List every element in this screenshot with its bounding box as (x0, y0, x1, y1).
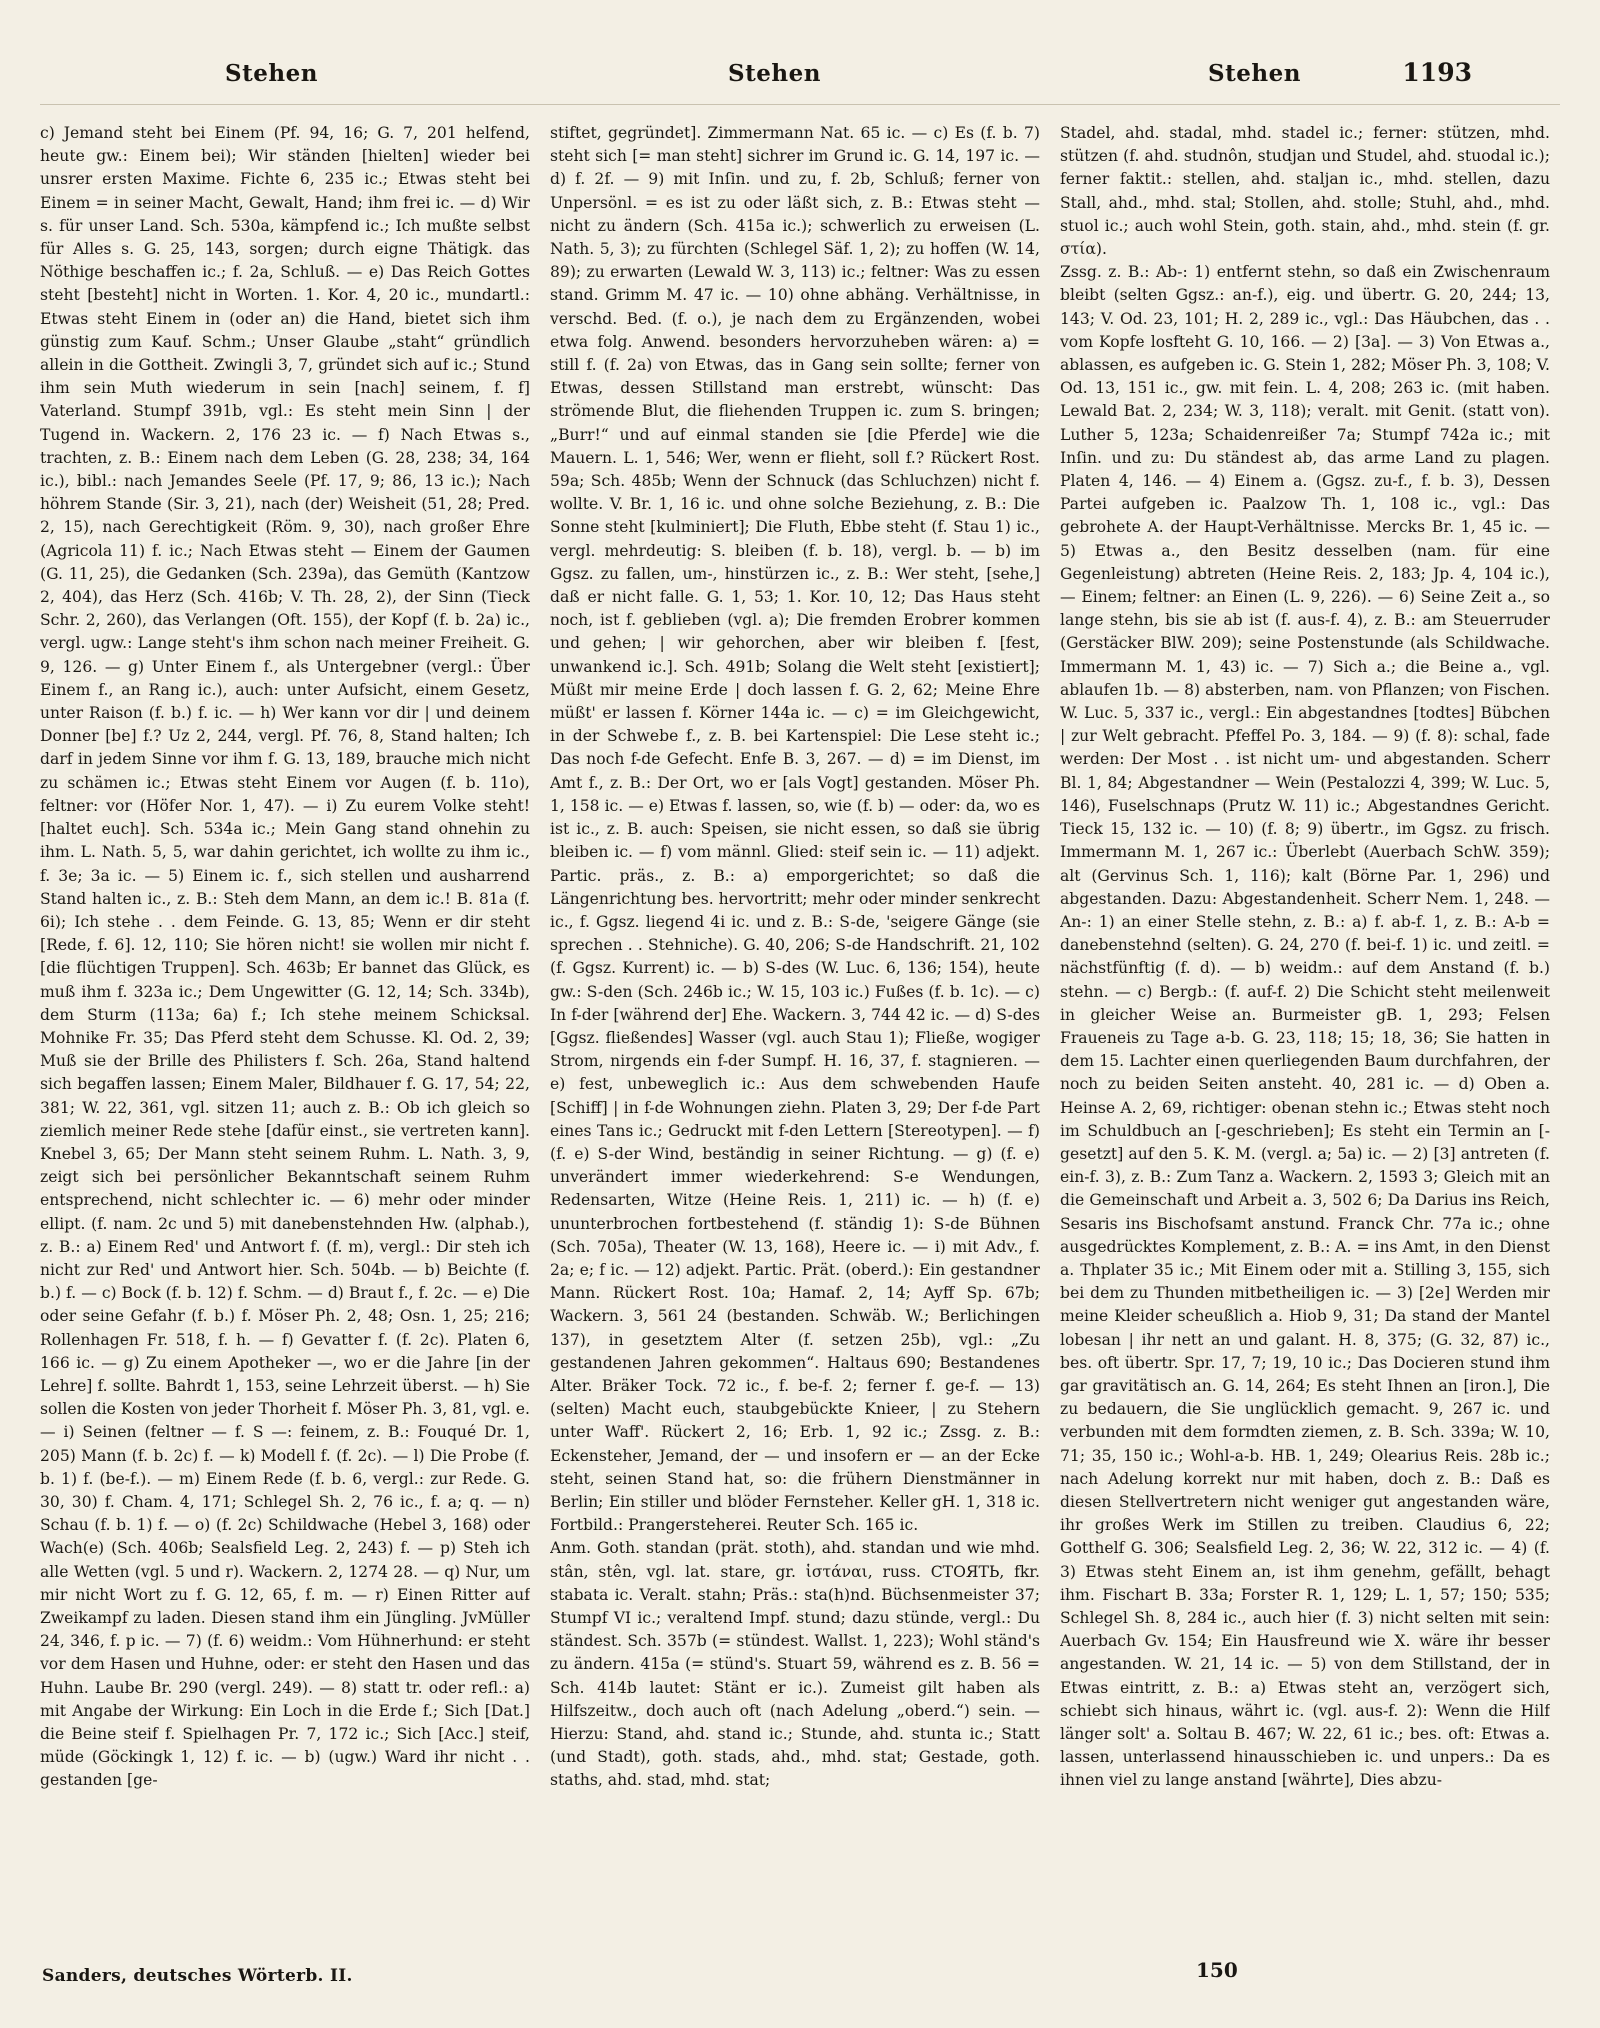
running-head-left: Stehen (225, 60, 318, 87)
column-2 (550, 122, 1040, 1940)
running-head-right: Stehen (1208, 60, 1301, 87)
page-number: 1193 (1402, 58, 1472, 87)
column-3 (1060, 122, 1550, 1940)
sheet-signature: 150 (1196, 1958, 1238, 1982)
running-head-center: Stehen (728, 60, 821, 87)
page-header (0, 60, 1600, 100)
column-1 (40, 122, 530, 1940)
footer-source: Sanders, deutsches Wörterb. II. (42, 1966, 353, 1986)
column-1-text: c) Jemand steht bei Einem (Pf. 94, 16; G. 7, 201 helfend, heute gw.: Einem bei); Wir ständen [hielten] wieder bei unsrer ersten Maxime. Fichte 6, 235 ic.; Etwas steht bei Einem = in seiner Macht, Gewalt, Hand; ihm frei ic. — d) Wir s. für unser Land. Sch. 530a, kämpfend ic.; Ich mußte selbst für Alles s. G. 25, 143, sorgen; durch eigne Thätigk. das Nöthige beschaffen ic.; f. 2a, Schluß. — e) Das Reich Gottes steht [besteht] nicht in Worten. 1. Kor. 4, 20 ic., mundartl.: Etwas steht Einem in (oder an) die Hand, bietet sich ihm günstig zum Kauf. Schm.; Unser Glaube „staht“ gründlich allein in die Gottheit. Zwingli 3, 7, gründet sich auf ic.; Stund ihm sein Muth wiederum in sein [nach] seinem, f. f] Vaterland. Stumpf 391b, vgl.: Es steht mein Sinn | der Tugend in. Wackern. 2, 176 23 ic. — f) Nach Etwas s., trachten, z. B.: Einem nach dem Leben (G. 28, 238; 34, 164 ic.), bibl.: nach Jemandes Seele (Pf. 17, 9; 86, 13 ic.); Nach höhrem Stande (Sir. 3, 21), nach (der) Weisheit (51, 28; Pred. 2, 15), nach Gerechtigkeit (Röm. 9, 30), nach großer Ehre (Agricola 11) f. ic.; Nach Etwas steht — Einem der Gaumen (G. 11, 25), die Gedanken (Sch. 239a), das Gemüth (Kantzow 2, 404), das Herz (Sch. 416b; V. Th. 28, 2), der Sinn (Tieck Schr. 2, 260), das Verlangen (Oft. 155), der Kopf (f. b. 2a) ic., vergl. ugw.: Lange steht's ihm schon nach meiner Freiheit. G. 9, 126. — g) Unter Einem f., als Untergebner (vergl.: Über Einem f., an Rang ic.), auch: unter Aufsicht, einem Gesetz, unter Raison (f. b.) f. ic. — h) Wer kann vor dir | und deinem Donner [be] f.? Uz 2, 244, vergl. Pf. 76, 8, Stand halten; Ich darf in jedem Sinne vor ihm f. G. 13, 189, brauche mich nicht zu schämen ic.; Etwas steht Einem vor Augen (f. b. 11o), feltner: vor (Höfer Nor. 1, 47). — i) Zu eurem Volke steht! [haltet euch]. Sch. 534a ic.; Mein Gang stand ohnehin zu ihm. L. Nath. 5, 5, war dahin gerichtet, ich wollte zu ihm ic., f. 3e; 3a ic. — 5) Einem ic. f., sich stellen und ausharrend Stand halten ic., z. B.: Steh dem Mann, an dem ic.! B. 81a (f. 6i); Ich stehe . . dem Feinde. G. 13, 85; Wenn er dir steht [Rede, f. 6]. 12, 110; Sie hören nicht! sie wollen mir nicht f. [die flüchtigen Truppen]. Sch. 463b; Er bannet das Glück, es muß ihm f. 323a ic.; Dem Ungewitter (G. 12, 14; Sch. 334b), dem Sturm (113a; 6a) f.; Ich stehe meinem Schicksal. Mohnike Fr. 35; Das Pferd steht dem Schusse. Kl. Od. 2, 39; Muß sie der Brille des Philisters f. Sch. 26a, Stand haltend sich begaffen lassen; Einem Maler, Bildhauer f. G. 17, 54; 22, 381; W. 22, 361, vgl. sitzen 11; auch z. B.: Ob ich gleich so ziemlich meiner Rede stehe [dafür einst., sie vertreten kann]. Knebel 3, 65; Der Mann steht seinem Ruhm. L. Nath. 3, 9, zeigt sich bei persönlicher Bekanntschaft seinem Ruhm entsprechend, nicht schlechter ic. — 6) mehr oder minder ellipt. (f. nam. 2c und 5) mit danebenstehnden Hw. (alphab.), z. B.: a) Einem Red' und Antwort f. (f. m), vergl.: Dir steh ich nicht zur Red' und Antwort hier. Sch. 504b. — b) Beichte (f. b.) f. — c) Bock (f. b. 12) f. Schm. — d) Braut f., f. 2c. — e) Die oder seine Gefahr (f. b.) f. Möser Ph. 2, 48; Osn. 1, 25; 216; Rollenhagen Fr. 518, f. h. — f) Gevatter f. (f. 2c). Platen 6, 166 ic. — g) Zu einem Apotheker —, wo er die Jahre [in der Lehre] f. sollte. Bahrdt 1, 153, seine Lehrzeit überst. — h) Sie sollen die Kosten von jeder Thorheit f. Möser Ph. 3, 81, vgl. e. — i) Seinen (feltner — f. S —: feinem, z. B.: Fouqué Dr. 1, 205) Mann (f. b. 2c) f. — k) Modell f. (f. 2c). — l) Die Probe (f. b. 1) f. (be-f.). — m) Einem Rede (f. b. 6, vergl.: zur Rede. G. 30, 30) f. Cham. 4, 171; Schlegel Sh. 2, 76 ic., f. a; q. — n) Schau (f. b. 1) f. — o) (f. 2c) Schildwache (Hebel 3, 168) oder Wach(e) (Sch. 406b; Sealsfield Leg. 2, 243) f. — p) Steh ich alle Wetten (vgl. 5 und r). Wackern. 2, 1274 28. — q) Nur, um mir nicht Wort zu f. G. 12, 65, f. m. — r) Einen Ritter auf Zweikampf zu laden. Diesen stand ihm ein Jüngling. JvMüller 24, 346, f. p ic. — 7) (f. 6) weidm.: Vom Hühnerhund: er steht vor dem Hasen und Huhne, oder: er steht den Hasen und das Huhn. Laube Br. 290 (vergl. 249). — 8) statt tr. oder refl.: a) mit Angabe der Wirkung: Ein Loch in die Erde f.; Sich [Dat.] die Beine steif f. Spielhagen Pr. 7, 172 ic.; Sich [Acc.] steif, müde (Göckingk 1, 12) f. ic. — b) (ugw.) Ward ihr nicht . . gestanden [ge- (40, 124, 530, 1790)
header-rule (40, 104, 1560, 105)
column-3-text: Stadel, ahd. stadal, mhd. stadel ic.; ferner: stützen, mhd. stützen (f. ahd. studnôn, studjan und Studel, ahd. stuodal ic.); ferner faktit.: stellen, ahd. staljan ic., mhd. stellen, dazu Stall, ahd., mhd. stal; Stollen, ahd. stolle; Stuhl, ahd., mhd. stuol ic.; auch wohl Stein, goth. stain, ahd., mhd. stein (f. gr. στία). Zssg. z. B.: Ab-: 1) entfernt stehn, so daß ein Zwischenraum bleibt (selten Ggsz.: an-f.), eig. und übertr. G. 20, 244; 13, 143; V. Od. 23, 101; H. 2, 289 ic., vgl.: Das Häubchen, das . . vom Kopfe losfteht G. 10, 166. — 2) [3a]. — 3) Von Etwas a., ablassen, es aufgeben ic. G. Stein 1, 282; Möser Ph. 3, 108; V. Od. 13, 151 ic., gw. mit fein. L. 4, 208; 263 ic. (mit haben. Lewald Bat. 2, 234; W. 3, 118); veralt. mit Genit. (statt von). Luther 5, 123a; Schaidenreißer 7a; Stumpf 742a ic.; mit Inſin. und zu: Du ständest ab, das arme Land zu plagen. Platen 4, 146. — 4) Einem a. (Ggsz. zu-f., f. b. 3), Dessen Partei aufgeben ic. Paalzow Th. 1, 108 ic., vgl.: Das gebrohete A. der Haupt-Verhältnisse. Mercks Br. 1, 45 ic. — 5) Etwas a., den Besitz desselben (nam. für eine Gegenleistung) abtreten (Heine Reis. 2, 183; Jp. 4, 104 ic.), — Einem; feltner: an Einen (L. 9, 226). — 6) Seine Zeit a., so lange stehn, bis sie ab ist (f. aus-f. 4), z. B.: am Steuerruder (Gerstäcker BlW. 209); seine Postenstunde (als Schildwache. Immermann M. 1, 43) ic. — 7) Sich a.; die Beine a., vgl. ablaufen 1b. — 8) absterben, nam. von Pflanzen; von Fischen. W. Luc. 5, 337 ic., vergl.: Ein abgestandnes [todtes] Bübchen | zur Welt gebracht. Pfeffel Po. 3, 184. — 9) (f. 8): schal, fade werden: Der Most . . ist nicht um- und abgestanden. Scherr Bl. 1, 84; Abgestandner — Wein (Pestalozzi 4, 399; W. Luc. 5, 146), Fuselschnaps (Prutz W. 11) ic.; Abgestandnes Gericht. Tieck 15, 132 ic. — 10) (f. 8; 9) übertr., im Ggsz. zu frisch. Immermann M. 1, 267 ic.: Überlebt (Auerbach SchW. 359); alt (Gervinus Sch. 1, 116); kalt (Börne Par. 1, 296) und abgestanden. Dazu: Abgestandenheit. Scherr Nem. 1, 248. — An-: 1) an einer Stelle stehn, z. B.: a) f. ab-f. 1, z. B.: A-b = danebenstehnd (selten). G. 24, 270 (f. bei-f. 1) ic. und zeitl. = nächstfünftig (f. d). — b) weidm.: auf dem Anstand (f. b.) stehn. — c) Bergb.: (f. auf-f. 2) Die Schicht steht meilenweit in gleicher Weise an. Burmeister gB. 1, 293; Felsen Fraueneis zu Tage a-b. G. 23, 118; 15; 18, 36; Sie hatten in dem 15. Lachter einen querliegenden Baum durchfahren, der noch zu beiden Seiten ansteht. 40, 281 ic. — d) Oben a. Heinse A. 2, 69, richtiger: obenan stehn ic.; Etwas steht noch im Schuldbuch an [-geschrieben]; Es steht ein Termin an [-gesetzt] auf den 5. K. M. (vergl. a; 5a) ic. — 2) [3] antreten (f. ein-f. 3), z. B.: Zum Tanz a. Wackern. 2, 1593 3; Gleich mit an die Gemeinschaft und Arbeit a. 3, 502 6; Da Darius ins Reich, Sesaris ins Bischofsamt anstund. Franck Chr. 77a ic.; ohne ausgedrücktes Komplement, z. B.: A. = ins Amt, in den Dienst a. Thplater 35 ic.; Mit Einem oder mit a. Stilling 3, 155, sich bei dem zu Thunden mitbetheiligen ic. — 3) [2e] Werden mir meine Kleider scheußlich a. Hiob 9, 31; Da stand der Mantel lobesan | ihr nett an und galant. H. 8, 375; (G. 32, 87) ic., bes. oft übertr. Spr. 17, 7; 19, 10 ic.; Das Docieren stund ihm gar gravitätisch an. G. 14, 264; Es steht Ihnen an [iron.], Die zu bedauern, die Sie unglücklich gemacht. 9, 267 ic. und verbunden mit dem formdten ziemen, z. B. Sch. 339a; W. 10, 71; 35, 150 ic.; Wohl-a-b. HB. 1, 249; Olearius Reis. 28b ic.; nach Adelung korrekt nur mit haben, doch z. B.: Daß es diesen Stellvertretern nicht weniger gut angestanden wäre, ihr großes Werk im Stillen zu treiben. Claudius 6, 22; Gotthelf G. 306; Sealsfield Leg. 2, 36; W. 22, 312 ic. — 4) (f. 3) Etwas steht Einem an, ist ihm genehm, gefällt, behagt ihm. Fischart B. 33a; Forster R. 1, 129; L. 1, 57; 150; 535; Schlegel Sh. 8, 284 ic., auch hier (f. 3) nicht selten mit sein: Auerbach Gv. 154; Ein Hausfreund wie X. wäre ihr besser angestanden. W. 21, 14 ic. — 5) von dem Stillstand, der in Etwas eintritt, z. B.: a) Etwas steht an, verzögert sich, schiebt sich hinaus, währt ic. (vgl. aus-f. 2): Wenn die Hilf länger solt' a. Soltau B. 467; W. 22, 61 ic.; bes. oft: Etwas a. lassen, unterlassend hinausschieben ic. und unpers.: Da es ihnen viel zu lange anstand [währte], Dies abzu- (1060, 124, 1550, 1790)
column-2-text: stiftet, gegründet]. Zimmermann Nat. 65 ic. — c) Es (f. b. 7) steht sich [= man steht] sichrer im Grund ic. G. 14, 197 ic. — d) f. 2f. — 9) mit Inſin. und zu, f. 2b, Schluß; ferner von Unpersönl. = es ist zu oder läßt sich, z. B.: Etwas steht — nicht zu ändern (Sch. 415a ic.); schwerlich zu erweisen (L. Nath. 5, 3); zu fürchten (Schlegel Säf. 1, 2); zu hoffen (W. 14, 89); zu erwarten (Lewald W. 3, 113) ic.; feltner: Was zu essen stand. Grimm M. 47 ic. — 10) ohne abhäng. Verhältnisse, in verschd. Bed. (f. o.), je nach dem zu Ergänzenden, wobei etwa folg. Anwend. besonders hervorzuheben wären: a) = still f. (f. 2a) von Etwas, das in Gang sein sollte; ferner von Etwas, dessen Stillstand man erstrebt, wünscht: Das strömende Blut, die fliehenden Truppen ic. zum S. bringen; „Burr!“ und auf einmal standen sie [die Pferde] wie die Mauern. L. 1, 546; Wer, wenn er flieht, soll f.? Rückert Rost. 59a; Sch. 485b; Wenn der Schnuck (das Schluchzen) nicht f. wollte. V. Br. 1, 16 ic. und ohne solche Beziehung, z. B.: Die Sonne steht [kulminiert]; Die Fluth, Ebbe steht (f. Stau 1) ic., vergl. mehrdeutig: S. bleiben (f. b. 18), vergl. b. — b) im Ggsz. zu fallen, um-, hinstürzen ic., z. B.: Wer steht, [sehe,] daß er nicht falle. G. 1, 53; 1. Kor. 10, 12; Das Haus steht noch, ist f. geblieben (vgl. a); Die fremden Erobrer kommen und gehen; | wir gehorchen, aber wir bleiben f. [fest, unwankend ic.]. Sch. 491b; Solang die Welt steht [existiert]; Müßt mir meine Erde | doch lassen f. G. 2, 62; Meine Ehre müßt' er lassen f. Körner 144a ic. — c) = im Gleichgewicht, in der Schwebe f., z. B. bei Kartenspiel: Die Lese steht ic.; Das noch f-de Gefecht. Enfe B. 3, 267. — d) = im Dienst, im Amt f., z. B.: Der Ort, wo er [als Vogt] gestanden. Möser Ph. 1, 158 ic. — e) Etwas f. lassen, so, wie (f. b) — oder: da, wo es ist ic., z. B. auch: Speisen, sie nicht essen, so daß sie übrig bleiben ic. — f) vom männl. Glied: steif sein ic. — 11) adjekt. Partic. präs., z. B.: a) emporgerichtet; so daß die Längenrichtung bes. hervortritt; mehr oder minder senkrecht ic., f. Ggsz. liegend 4i ic. und z. B.: S-de, 'seigere Gänge (sie sprechen . . Stehniche). G. 40, 206; S-de Handschrift. 21, 102 (f. Ggsz. Kurrent) ic. — b) S-des (W. Luc. 6, 136; 154), heute gw.: S-den (Sch. 246b ic.; W. 15, 103 ic.) Fußes (f. b. 1c). — c) In f-der [während der] Ehe. Wackern. 3, 744 42 ic. — d) S-des [Ggsz. fließendes] Wasser (vgl. auch Stau 1); Fließe, wogiger Strom, nirgends ein f-der Sumpf. H. 16, 37, f. stagnieren. — e) fest, unbeweglich ic.: Aus dem schwebenden Haufe [Schiff] | in f-de Wohnungen ziehn. Platen 3, 29; Der f-de Part eines Tans ic.; Gedruckt mit f-den Lettern [Stereotypen]. — f) (f. e) S-der Wind, beständig in seiner Richtung. — g) (f. e) unverändert immer wiederkehrend: S-e Wendungen, Redensarten, Witze (Heine Reis. 1, 211) ic. — h) (f. e) ununterbrochen fortbestehend (f. ständig 1): S-de Bühnen (Sch. 705a), Theater (W. 13, 168), Heere ic. — i) mit Adv., f. 2a; e; f ic. — 12) adjekt. Partic. Prät. (oberd.): Ein gestandner Mann. Rückert Rost. 10a; Hamaf. 2, 14; Ayff Sp. 67b; Wackern. 3, 561 24 (bestanden. Schwäb. W.; Berlichingen 137), in gesetztem Alter (f. setzen 25b), vgl.: „Zu gestandenen Jahren gekommen“. Haltaus 690; Bestandenes Alter. Bräker Tock. 72 ic., f. be-f. 2; ferner f. ge-f. — 13) (selten) Macht euch, staubgebückte Knieer, | zu Stehern unter Waff'. Rückert 2, 16; Erb. 1, 92 ic.; Zssg. z. B.: Eckensteher, Jemand, der — und insofern er — an der Ecke steht, seinen Stand hat, so: die frühern Dienstmänner in Berlin; Ein stiller und blöder Fernsteher. Keller gH. 1, 318 ic. Fortbild.: Prangersteherei. Reuter Sch. 165 ic. Anm. Goth. standan (prät. stoth), ahd. standan und wie mhd. stân, stên, vgl. lat. stare, gr. ἱστάναι, russ. СТОЯТЬ, fkr. stabata ic. Veralt. stahn; Präs.: sta(h)nd. Büchsenmeister 37; Stumpf VI ic.; veraltend Impf. stund; dazu stünde, vergl.: Du ständest. Sch. 357b (= stündest. Wallst. 1, 223); Wohl ständ's zu ändern. 415a (= stünd's. Stuart 59, während es z. B. 56 = Sch. 414b lautet: Stänt er ic.). Zumeist gilt haben als Hilfszeitw., doch auch oft (nach Adelung „oberd.“) sein. — Hierzu: Stand, ahd. stand ic.; Stunde, ahd. stunta ic.; Statt (und Stadt), goth. stads, ahd., mhd. stat; Gestade, goth. staths, ahd. stad, mhd. stat; (550, 124, 1040, 1790)
